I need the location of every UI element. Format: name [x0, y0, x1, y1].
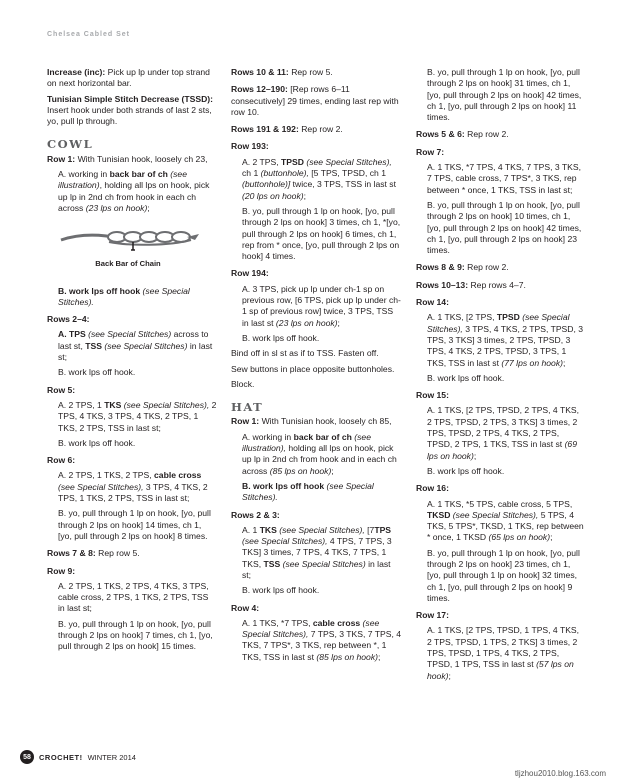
- hat-row-7b: B. yo, pull through 1 lp on hook, [yo, pull through 2 lps on hook] 10 times, ch 1, [yo, pull through 2 lps on hook] 42 times, ch 1, [yo, pull through 2 lps on hook] 23 times.: [427, 199, 582, 256]
- cowl-row-1a: A. working in back bar of ch (see illustration), holding all lps on hook, pick up lp in 2nd ch from hook in each ch across (23 lps on hook);: [58, 169, 210, 213]
- cowl-row-6b: B. yo, pull through 1 lp on hook, [yo, pull through 2 lps on hook] 14 times, ch 1, [yo, pull through 2 lps on hook] 8 times.: [58, 508, 211, 541]
- hat-row-17-label: Row 17:: [416, 610, 449, 621]
- illustration-caption: Back Bar of Chain: [95, 259, 161, 269]
- hat-row-1a: A. working in back bar of ch (see illustration), holding all lps on hook, pick up lp in 2nd ch from hook and in each ch across (85 lps on hook);: [242, 431, 397, 476]
- finishing-block: Block.: [231, 378, 255, 389]
- cowl-row-194a: A. 3 TPS, pick up lp under ch-1 sp on previous row, [6 TPS, pick up lp under ch-1 sp of previous row] twice, 3 TPS, TSS in last st (23 lps on hook);: [242, 283, 401, 328]
- cowl-row-193b: B. yo, pull through 1 lp on hook, [yo, pull through 2 lps on hook] 3 times, ch 1, *[yo, pull through 2 lps on hook] 6 times, ch 1, rep from * once, [yo, pull through 2 lps on hook] 4 times.: [242, 205, 401, 262]
- issue-label: WINTER 2014: [87, 752, 136, 762]
- finishing-bind-off: Bind off in sl st as if to TSS. Fasten off.: [231, 348, 379, 359]
- hat-row-16-label: Row 16:: [416, 483, 449, 494]
- tssd-definition: Tunisian Simple Stitch Decrease (TSSD): Insert hook under both strands of last 2 sts, yo, pull lp through.: [47, 93, 214, 127]
- back-bar-chain-illustration: [59, 220, 209, 256]
- finishing-buttons: Sew buttons in place opposite buttonholes.: [231, 363, 395, 374]
- cowl-row-5-label: Row 5:: [47, 384, 76, 395]
- column-1: [47, 67, 217, 657]
- hat-row-7a: A. 1 TKS, *7 TPS, 4 TKS, 7 TPS, 3 TKS, 7 TPS, cable cross, 7 TPS*, 3 TKS, rep between * once, 1 TKS, TSS in last st;: [427, 162, 581, 195]
- cowl-row-1: Row 1: With Tunisian hook, loosely ch 23,: [47, 153, 208, 164]
- column-2: [231, 67, 402, 667]
- cowl-row-9-label: Row 9:: [47, 565, 76, 576]
- cowl-row-9a: A. 2 TPS, 1 TKS, 2 TPS, 4 TKS, 3 TPS, cable cross, 2 TPS, 1 TKS, 2 TPS, TSS in last st;: [58, 580, 209, 614]
- cowl-row-194-label: Row 194:: [231, 268, 269, 279]
- cowl-rows-2-4b: B. work lps off hook.: [58, 367, 136, 378]
- hat-row-1: Row 1: With Tunisian hook, loosely ch 85,: [231, 416, 392, 427]
- column-3: [416, 67, 586, 686]
- hat-row-1b: B. work lps off hook (see Special Stitches).: [242, 480, 374, 503]
- hat-row-15b: B. work lps off hook.: [427, 465, 505, 476]
- inc-definition: Increase (inc): Pick up lp under top strand on next horizontal bar.: [47, 67, 210, 89]
- cowl-row-9b: B. yo, pull through 1 lp on hook, [yo, pull through 2 lps on hook] 7 times, ch 1, [yo, pull through 2 lps on hook] 15 times.: [58, 618, 213, 652]
- running-header: Chelsea Cabled Set: [47, 31, 130, 38]
- hat-row-16b: B. yo, pull through 1 lp on hook, [yo, pull through 2 lps on hook] 23 times, ch 1, [yo, pull through 1 lp on hook] 32 times, ch 1, [yo, pull through 2 lps on hook] 9 times.: [427, 547, 580, 603]
- magazine-name: CROCHET!: [39, 752, 83, 762]
- hat-row-15a: A. 1 TKS, [2 TPS, TPSD, 2 TPS, 4 TKS, 2 TPS, TPSD, 2 TPS, 3 TKS] 3 times, 2 TPS, TPSD, 2 TPS, 4 TKS, 2 TPS, TPSD, 2 TPS, 1 TKS, TSS in last st (69 lps on hook);: [427, 405, 580, 461]
- hat-heading: HAT: [231, 400, 264, 415]
- cowl-row-194b: B. work lps off hook.: [242, 332, 320, 343]
- cowl-rows-10-11: Rows 10 & 11: Rep row 5.: [231, 67, 333, 77]
- cowl-row-193-label: Row 193:: [231, 141, 269, 152]
- hat-row-14-label: Row 14:: [416, 297, 449, 308]
- cowl-rows-2-4-label: Rows 2–4:: [47, 314, 90, 325]
- hat-row-14b: B. work lps off hook.: [427, 372, 505, 383]
- hat-row-4-label: Row 4:: [231, 602, 260, 613]
- cowl-rows-12-190: Rows 12–190: [Rep rows 6–11 consecutively] 29 times, ending last rep with row 10.: [231, 84, 399, 117]
- cowl-rows-191-192: Rows 191 & 192: Rep row 2.: [231, 124, 343, 135]
- cowl-row-193a: A. 2 TPS, TPSD (see Special Stitches), ch 1 (buttonhole), [5 TPS, TPSD, ch 1 (buttonhole)] twice, 3 TPS, TSS in last st (20 lps on hook);: [242, 156, 396, 201]
- cowl-row-6a: A. 2 TPS, 1 TKS, 2 TPS, cable cross (see Special Stitches), 3 TPS, 4 TKS, 2 TPS, 1 TKS, 2 TPS, TSS in last st;: [58, 470, 208, 504]
- hat-rows-10-13: Rows 10–13: Rep rows 4–7.: [416, 279, 526, 290]
- hat-rows-2-3-label: Rows 2 & 3:: [231, 509, 280, 520]
- cowl-row-6-label: Row 6:: [47, 455, 76, 466]
- hat-row-4b: B. yo, pull through 1 lp on hook, [yo, pull through 2 lps on hook] 31 times, ch 1, [yo, pull through 2 lps on hook] 42 times, ch 1, [yo, pull through 2 lps on hook] 11 times.: [427, 67, 582, 123]
- page-footer: [20, 750, 136, 764]
- cowl-row-5b: B. work lps off hook.: [58, 437, 136, 448]
- watermark: tljzhou2010.blog.163.com: [514, 769, 606, 778]
- cowl-heading: COWL: [47, 137, 94, 152]
- hat-row-14a: A. 1 TKS, [2 TPS, TPSD (see Special Stitches), 3 TPS, 4 TKS, 2 TPS, TPSD, 3 TPS, 3 TKS] 3 times, 2 TPS, TPSD, 3 TPS, 4 TKS, 2 TPS, TPSD, 3 TPS, 1 TKS, TSS in last st (77 lps on hook);: [427, 312, 584, 368]
- cowl-row-5a: A. 2 TPS, 1 TKS (see Special Stitches), 2 TPS, 4 TKS, 3 TPS, 4 TKS, 2 TPS, 1 TKS, 2 TPS, TSS in last st;: [58, 399, 217, 433]
- cowl-row-1b: B. work lps off hook (see Special Stitches).: [58, 285, 190, 307]
- hat-row-4a: A. 1 TKS, *7 TPS, cable cross (see Special Stitches), 7 TPS, 3 TKS, 7 TPS, 4 TKS, 7 TPS*, 3 TKS, rep between *, 1 TKS, TSS in last st (85 lps on hook);: [242, 617, 402, 662]
- hat-row-16a: A. 1 TKS, *5 TPS, cable cross, 5 TPS, TKSD (see Special Stitches), 5 TPS, 4 TKS, 5 TPS*, TKSD, 1 TKS, rep between * once, 1 TKSD (65 lps on hook);: [427, 498, 584, 543]
- hat-row-15-label: Row 15:: [416, 390, 449, 401]
- hat-rows-8-9: Rows 8 & 9: Rep row 2.: [416, 262, 509, 273]
- hat-rows-2-3a: A. 1 TKS (see Special Stitches), [7TPS (see Special Stitches), 4 TPS, 7 TPS, 3 TKS] 3 times, 7 TPS, 4 TKS, 7 TPS, 1 TKS, TSS (see Special Stitches) in last st;: [242, 524, 392, 580]
- hat-row-7-label: Row 7:: [416, 146, 445, 157]
- hat-row-17a: A. 1 TKS, [2 TPS, TPSD, 1 TPS, 4 TKS, 2 TPS, TPSD, 1 TPS, 2 TKS] 3 times, 2 TPS, TPSD, 1 TPS, 4 TKS, 2 TPS, TPSD, 1 TPS, TSS in last st (57 lps on hook);: [427, 625, 580, 681]
- page-number: 58: [20, 750, 34, 764]
- cowl-rows-2-4a: A. TPS (see Special Stitches) across to last st, TSS (see Special Stitches) in last st;: [58, 329, 213, 363]
- hat-rows-5-6: Rows 5 & 6: Rep row 2.: [416, 129, 509, 140]
- hat-rows-2-3b: B. work lps off hook.: [242, 585, 320, 596]
- cowl-rows-7-8: Rows 7 & 8: Rep row 5.: [47, 548, 140, 559]
